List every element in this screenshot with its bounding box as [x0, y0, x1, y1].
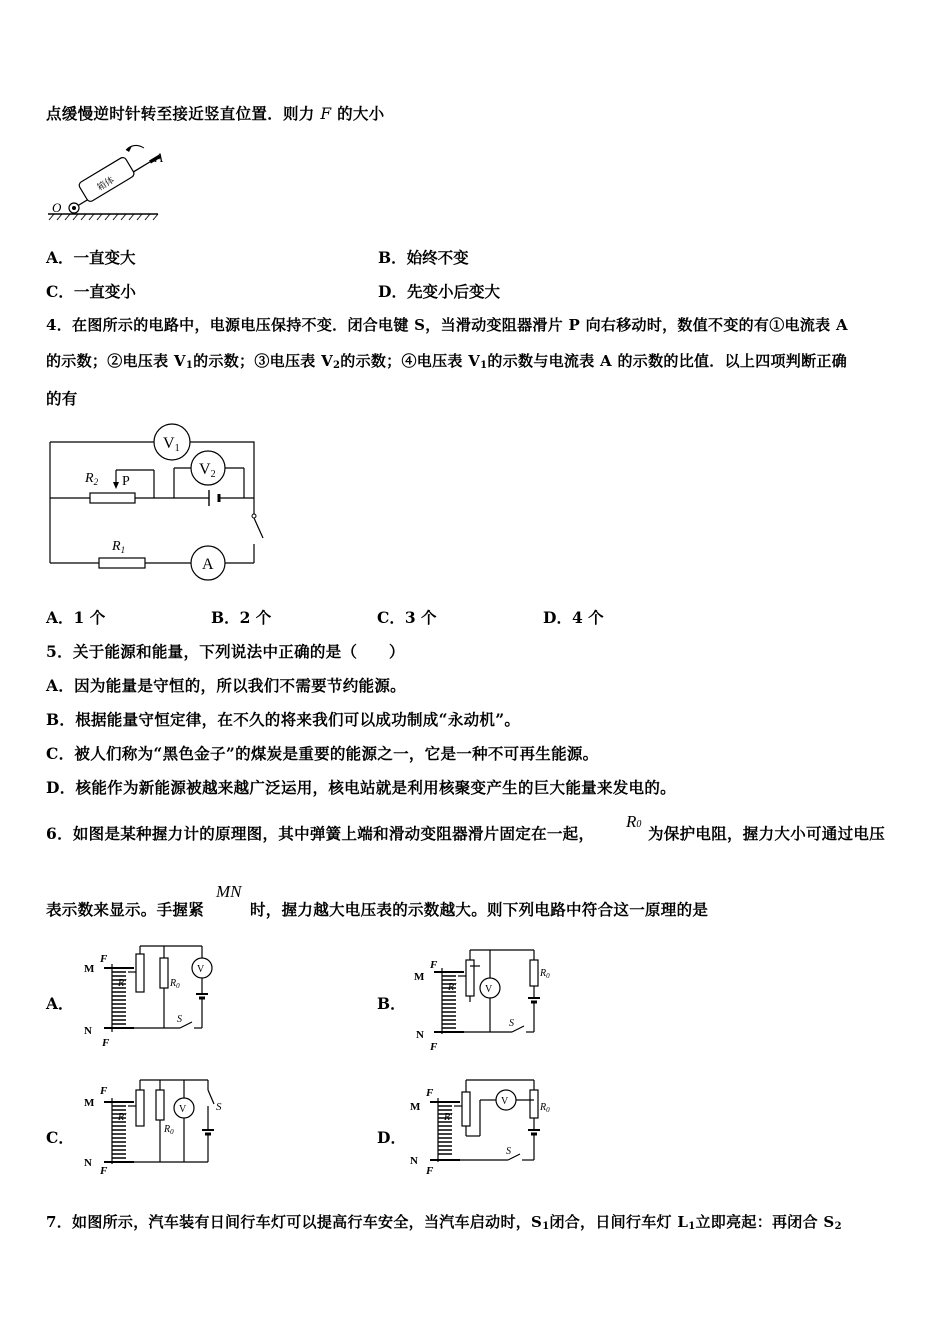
q4-subscript: 1 [480, 360, 488, 371]
label-f-bottom: F [100, 1165, 108, 1177]
label-m: M [84, 963, 95, 975]
q7-subscript: 1 [688, 1221, 696, 1232]
label-r-prime: R′ [118, 1112, 127, 1123]
label-r0: $R_0$ [540, 968, 550, 980]
label-r0: $R_0$ [164, 1124, 174, 1136]
q6-circuit-d [410, 1076, 560, 1176]
q6-option-c[interactable]: C． [46, 1128, 74, 1147]
option-text: 一直变大 [73, 248, 136, 267]
q4-circuit-figure [44, 422, 269, 582]
label-r0: $R_0$ [170, 978, 180, 990]
q7-text: 立即亮起：再闭合 S [695, 1213, 835, 1231]
option-text: 一直变小 [73, 282, 136, 301]
q3-option-c[interactable] [46, 280, 136, 302]
option-key: B． [211, 608, 240, 627]
label-f-top: F [100, 953, 108, 965]
q4-option-d[interactable] [543, 606, 604, 628]
option-key: B． [378, 248, 407, 267]
q7-stem-line1 [46, 1211, 842, 1232]
q4-option-c[interactable] [377, 606, 437, 628]
q3-stem-text: 点缓慢逆时针转至接近竖直位置．则力 [46, 104, 315, 123]
label-s: S [509, 1018, 514, 1029]
v1-label: V1 [163, 435, 180, 454]
q6-option-a[interactable]: A． [46, 994, 74, 1013]
q4-option-b[interactable] [211, 606, 271, 628]
option-text: 1 个 [73, 608, 106, 627]
label-v: V [179, 1104, 187, 1115]
v2-label: V2 [199, 461, 216, 480]
label-f-top: F [426, 1087, 434, 1099]
label-n: N [410, 1155, 418, 1167]
q3-stem [46, 102, 384, 124]
q4-subscript: 1 [185, 360, 194, 371]
q7-text: 7．如图所示，汽车装有日间行车灯可以提高行车安全，当汽车启动时，S [46, 1213, 543, 1231]
label-f-top: F [100, 1085, 108, 1097]
label-f-bottom: F [430, 1041, 438, 1053]
label-n: N [84, 1025, 92, 1037]
q6-stem-line2-a: 表示数来显示。手握紧 [46, 900, 205, 919]
ammeter-label: A [202, 556, 214, 573]
option-key: D． [378, 282, 407, 301]
option-key: D． [543, 608, 572, 627]
option-key: A． [46, 248, 74, 267]
label-r0: $R_0$ [540, 1102, 550, 1114]
p-label: P [122, 474, 130, 489]
label-n: N [416, 1029, 424, 1041]
q5-stem: 5．关于能源和能量，下列说法中正确的是（ ） [46, 642, 405, 661]
q5-option-a[interactable]: A．因为能量是守恒的，所以我们不需要节约能源。 [46, 676, 406, 695]
q6-stem-line2-b: 时，握力越大电压表的示数越大。则下列电路中符合这一原理的是 [250, 900, 709, 919]
option-key: C． [46, 282, 74, 301]
label-r-prime: R′ [448, 982, 457, 993]
label-m: M [84, 1097, 95, 1109]
label-v: V [197, 964, 205, 975]
label-f-bottom: F [102, 1037, 110, 1049]
q6-option-b[interactable]: B． [377, 994, 406, 1013]
point-o-label: O [52, 200, 62, 215]
q4-stem-line3: 的有 [46, 389, 78, 408]
q4-text: 的示数；④电压表 V [340, 352, 481, 370]
q3-box-figure [46, 140, 161, 222]
label-r-prime: R′ [444, 1112, 453, 1123]
q4-stem-line1: 4．在图所示的电路中，电源电压保持不变．闭合电键 S，当滑动变阻器滑片 P 向右移动时，数值不变的有①电流表 A [46, 316, 848, 334]
box-label: 箱体 [95, 174, 116, 193]
label-s: S [506, 1146, 511, 1157]
q3-option-a[interactable] [46, 246, 136, 268]
q7-subscript: 2 [834, 1221, 842, 1232]
label-v: V [501, 1096, 509, 1107]
label-f-top: F [430, 959, 438, 971]
label-v: V [485, 984, 493, 995]
option-key: C． [377, 608, 405, 627]
label-m: M [414, 971, 425, 983]
r2-label: $R_2$ [85, 471, 99, 487]
label-m: M [410, 1101, 421, 1113]
q4-stem-line2 [46, 350, 847, 371]
q6-option-d[interactable]: D． [377, 1128, 406, 1147]
q4-text: 的示数与电流表 A 的示数的比值．以上四项判断正确 [487, 352, 848, 370]
q7-subscript: 1 [542, 1221, 550, 1232]
q3-option-d[interactable] [378, 280, 500, 302]
q6-stem-line1-a: 6．如图是某种握力计的原理图，其中弹簧上端和滑动变阻器滑片固定在一起， [46, 824, 595, 843]
q5-option-b[interactable]: B．根据能量守恒定律，在不久的将来我们可以成功制成“永动机”。 [46, 710, 521, 729]
option-text: 先变小后变大 [406, 282, 500, 301]
option-key: A． [46, 608, 74, 627]
q4-text: 的示数；②电压表 V [46, 352, 186, 370]
q6-stem-line1-b: 为保护电阻，握力大小可通过电压 [648, 824, 886, 843]
q5-option-d[interactable]: D．核能作为新能源被越来越广泛运用，核电站就是利用核聚变产生的巨大能量来发电的。 [46, 778, 676, 797]
option-text: 4 个 [571, 608, 604, 627]
q6-mn-symbol: MN [216, 882, 242, 901]
q3-stem-text-2: 的大小 [337, 104, 385, 123]
q5-option-c[interactable]: C．被人们称为“黑色金子”的煤炭是重要的能源之一，它是一种不可再生能源。 [46, 744, 599, 763]
q6-circuit-c [84, 1076, 234, 1176]
q6-r0-symbol: R0 [626, 812, 642, 831]
option-text: 2 个 [239, 608, 272, 627]
q6-circuit-a [84, 942, 224, 1052]
q4-option-a[interactable] [46, 606, 105, 628]
label-s: S [177, 1014, 182, 1025]
q3-option-b[interactable] [378, 246, 469, 268]
q4-subscript: 2 [333, 360, 341, 371]
label-n: N [84, 1157, 92, 1169]
q4-text: 的示数；③电压表 V [193, 352, 334, 370]
label-r-prime: R′ [118, 978, 127, 989]
label-s: S [216, 1101, 222, 1113]
option-text: 始终不变 [406, 248, 469, 267]
q7-text: 闭合，日间行车灯 L [549, 1213, 689, 1231]
r1-label: $R_1$ [112, 539, 126, 555]
q6-circuit-b [414, 942, 564, 1054]
q3-force-symbol: F [320, 105, 332, 123]
label-f-bottom: F [426, 1165, 434, 1177]
point-a-label: A [155, 150, 163, 165]
option-text: 3 个 [404, 608, 437, 627]
